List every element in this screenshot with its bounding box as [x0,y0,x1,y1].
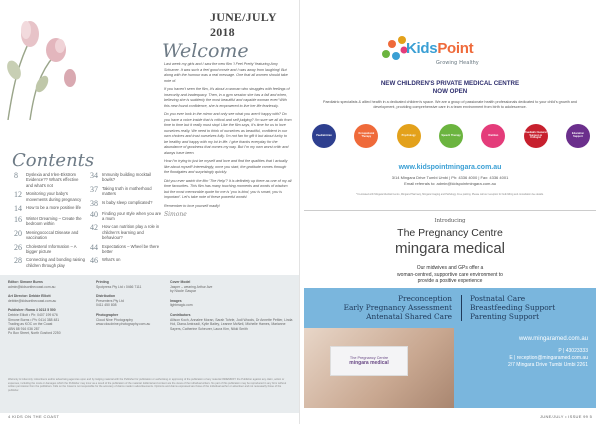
toc-title: What's on [102,257,121,263]
service-badge: Dietitian [481,124,505,148]
masthead-line: Cloud Nine Photography [96,317,133,322]
masthead-label: Distribution [96,294,116,299]
toc-item[interactable] [90,172,162,183]
kidspoint-contact [310,175,590,186]
toc-page-number: 44 [90,242,98,252]
pregnancy-intro: Introducing [434,218,466,224]
toc-page-number: 26 [14,242,22,252]
toc-item[interactable] [14,216,86,227]
kidspoint-name-a: Kids [406,40,438,57]
warranty-notice: Warranty & Indemnity: Advertisers and/or advertising agencies upon and by lodging material with the Publisher for publication or authorising or approving of the publication of any material INDEMNIFY the Publisher against any claim, action or expenses, including the costs or damages which the Publisher may incur as a result of the publication of the material. Editorial and content are the views of the individual writers. No part of this publication may be reproduced in any form without written permission from the publishers. Kids on the Coast is not responsible for the accuracy of claims made in advertisements. Opinions and claims expressed are those of the individual author or advertiser and not necessarily those of the publisher. [8,378,287,392]
masthead-label: Editor: Simone Burns [8,280,43,284]
masthead-column-1 [8,280,84,341]
pregnancy-services-right [470,294,596,321]
masthead-column-3 [170,280,294,336]
toc-page-number: 42 [90,223,98,233]
toc-title: Cholesterol Information – A bigger picture [26,243,77,255]
toc-title: How to be a more positive life [26,205,81,211]
kidspoint-name [406,40,473,57]
masthead-line: Presenters Pty Ltd [96,298,124,303]
pregnancy-services-left [312,294,452,321]
page-folio-left: 4 KIDS ON THE COAST [8,414,60,419]
contents-column-2 [90,172,162,268]
service-badge: Education Support [566,124,590,148]
pregnancy-phone[interactable]: P | 43023333 [558,348,588,354]
toc-title: How can nutrition play a role in children's learning and behaviour? [102,224,160,241]
pregnancy-claim-line: Our midwives and GPs offer a [416,265,484,271]
service-badge: Psychology [397,124,421,148]
masthead-label: Cover Model [170,280,191,284]
service-badge: Paediatric General Surgeon & Urologist [524,124,548,148]
toc-title: Meningococcal Disease and vaccination [26,229,79,241]
masthead-label: Contributors [170,312,191,317]
toc-title: Connecting and bonding raising children through play [26,257,85,268]
toc-item[interactable] [14,244,86,255]
pregnancy-service: Breastfeeding Support [470,303,556,312]
toc-title: Finding your style when you are a mum [102,210,162,222]
kidspoint-website-link[interactable]: www.kidspointmingara.com.au [398,164,502,171]
ad-divider [304,210,596,211]
pregnancy-service: Preconception [397,294,452,303]
masthead-line: Jasper – wearing Arthur Ave [170,284,213,289]
welcome-paragraph: Remember to love yourself madly! [164,203,220,208]
toc-item[interactable] [14,257,86,268]
contents-title: Contents [12,150,95,171]
masthead-label: Printing [96,280,109,284]
toc-page-number: 16 [14,215,22,225]
welcome-paragraph: Last week my girls and I saw the new film 'I Feel Pretty' featuring Amy Schumer. It was such a feel good movie and I was away from laughing! But along with the humour was a real message. One that all women should take note of. [164,62,288,83]
kidspoint-headline [310,80,590,96]
pregnancy-service: Postnatal Care [470,294,526,303]
masthead-line: Debbie Elliott • Ph: 0407 199 676 [8,312,58,317]
toc-item[interactable] [90,200,162,208]
toc-item[interactable] [14,230,86,241]
masthead-line: Simone Burns • Ph: 0414 388 481 [8,317,60,322]
toc-item[interactable] [90,186,162,197]
toc-item[interactable] [90,244,162,255]
masthead-line: 0411 450 808 [96,303,117,308]
service-badge: Speech Therapy [439,124,463,148]
toc-page-number: 38 [90,198,98,208]
toc-title: Monitoring your baby's movements during pregnancy [26,191,82,202]
toc-title: Winter Dreaming – Create the bedroom within [26,216,82,227]
pregnancy-subtitle: mingara medical [394,240,506,257]
pregnancy-service: Antenatal Shared Care [366,312,452,321]
toc-page-number: 34 [90,171,98,180]
masthead-line[interactable]: lightmagic.com [170,303,193,308]
pregnancy-website-link[interactable]: www.mingaramed.com.au [518,336,588,342]
toc-page-number: 37 [90,184,98,194]
toc-title: Taking truth in motherhood matters [102,185,152,197]
masthead-line: debbie@kidsonthecoast.com.au [8,298,57,303]
welcome-title: Welcome [162,40,249,62]
welcome-paragraph: Did you ever watch the film 'The Help'? It is definitely up there as one of my all time favourites. This film has many touching moments and words of wisdom but the most memorable quote for me is 'you is kind, you is smart, you is important'. Let's take note of these powerful words! [164,178,292,199]
masthead-line: Trading as KOC on the Coast [8,322,53,327]
toc-page-number: 28 [14,256,22,266]
clinic-sign-top: The Pregnancy Centre [349,356,389,360]
kidspoint-name-b: Point [437,40,474,57]
kidspoint-headline-line: NOW OPEN [432,88,468,95]
toc-page-number: 40 [90,209,98,219]
toc-title: Dyslexia and Irlen-Ekstrom Evidence?? What's effective and what's not [26,172,79,188]
toc-page-number: 8 [14,171,18,180]
masthead-line: Po Box Street, North Gosford 2250 [8,331,61,336]
issue-date: JUNE/JULY 2018 [210,10,277,39]
toc-item[interactable] [90,257,162,265]
toc-item[interactable] [14,191,86,202]
pregnancy-claim-line: provide a positive experience [417,278,483,285]
toc-page-number: 12 [14,190,22,200]
services-separator [461,295,462,321]
pregnancy-service: Early Pregnancy Assessment [343,303,452,312]
contents-column-1 [14,172,86,271]
kidspoint-tagline: Growing Healthy [436,60,479,66]
pregnancy-contact [454,348,594,369]
toc-page-number: 46 [90,256,98,266]
toc-page-number: 20 [14,228,22,238]
pregnancy-claim-line: woman-centred, supportive care environment to [397,271,503,278]
toc-page-number: 14 [14,204,22,214]
masthead-line: admin@kidsonthecoast.com.au [8,284,56,289]
pregnancy-email[interactable]: E | reception@mingaramed.com.au [509,355,588,361]
service-badge: Occupational Therapy [354,124,378,148]
toc-item[interactable] [14,172,86,188]
service-badge: Paediatrician [312,124,336,148]
toc-item[interactable] [90,211,162,222]
masthead-line: by Nicole Gaspar [170,289,197,294]
masthead-label: Publisher: Roma 4 0213 5 500 [8,308,56,313]
pregnancy-service: Parenting Support [470,312,540,321]
welcome-paragraph: Do you ever look in the mirror and only see what you aren't happy with? Do you have a voice inside that is critical and self judging? I'm sure we all do from time to time but it really must stop! Like the film says, it's time for us to love ourselves really. We need to think of ourselves as beautiful, confident in our own choices and trust ourselves fully. I'm not fan for gift it but about lucky to be healthy and happy with my lot in life. I give thanks everyday for the abundance of goodness that comes my way. But I'm my own worst critic and always have been. [164,112,292,155]
masthead-line: Allison Koch, Annalee Moran, Sarah Tohrle, Jodi Woods, Dr Annette Peltier, Linda Hol, Diana Amirzadi, Kylie Bailey, Leanne McNeil, Michelle Hames, Marianne Sayers, Catherine Scheurer, Laura Kim, Nikki Smith [170,317,293,331]
clinic-sign-photo [304,328,454,408]
pregnancy-claim [320,265,580,285]
flowers-decoration-icon [0,0,100,120]
masthead-label: Images [170,298,182,303]
kidspoint-email[interactable]: Email referrals to: admin@kidspointmingara.com.au [404,180,496,186]
toc-title: Immunity building mocktail bowls? [102,172,152,183]
pregnancy-title: The Pregnancy Centre [397,227,503,239]
toc-item[interactable] [90,224,162,240]
kidspoint-intro: Paediatric specialists & allied health in a dedicated children's space. We are a group of passionate health professionals dedicated to your child's growth and development, providing comprehensive care in a team environment from birth to adolescence. [323,100,577,109]
clinic-sign [330,346,408,376]
masthead-line: ABN 88 916 036 287 [8,326,40,331]
editor-signature: Simone [164,211,187,218]
masthead-column-2 [96,280,158,332]
masthead-line: Spotpress Pty Ltd • 0466 7111 [96,284,142,289]
kidspoint-address: 3/14 Mingara Drive Tumbi Umbi | Ph: 4336 4000 | Fax: 4336 4001 [391,175,509,180]
welcome-paragraph: How I'm trying to just be myself and love and find the qualities that I actually like about myself! Interestingly, once you start, the gratitude comes through the floodgates and surprisingly quickly. [164,159,288,174]
toc-title: Is baby sleep complicated? [102,199,153,205]
pregnancy-address: 2/7 Mingara Drive Tumbi Umbi 2261 [507,362,588,368]
masthead-line[interactable]: www.cloudnine.photography.com.au [96,322,151,327]
kidspoint-services [312,124,590,162]
kidspoint-fine-print: *Co-located with Mingara Medical Centre, Mingara Pharmacy, Mingara Imaging and Pathology. Free parking. Please call our reception for bulk billing and consultation fee details. [356,193,544,196]
masthead-label: Photographer [96,312,119,317]
toc-title: Expectations – Wheel be there better [102,243,160,255]
welcome-letter [164,62,292,218]
page-folio-right: JUNE/JULY • ISSUE 99 5 [540,414,593,419]
clinic-sign-bottom: mingara medical [349,360,389,366]
masthead-label: Art Director: Debbie Elliott [8,294,51,299]
welcome-paragraph: If you haven't seen the film, it's about a woman who struggles with feelings of insecurity and inadequacy. Then, in a gym session she has a fall and when, believing she is suddenly the most beautiful and capable woman ever! With this new found confidence, she is empowered to live her life fearlessly. [164,87,290,108]
kidspoint-headline-line: NEW CHILDREN'S PRIVATE MEDICAL CENTRE [380,80,520,87]
toc-item[interactable] [14,205,86,213]
